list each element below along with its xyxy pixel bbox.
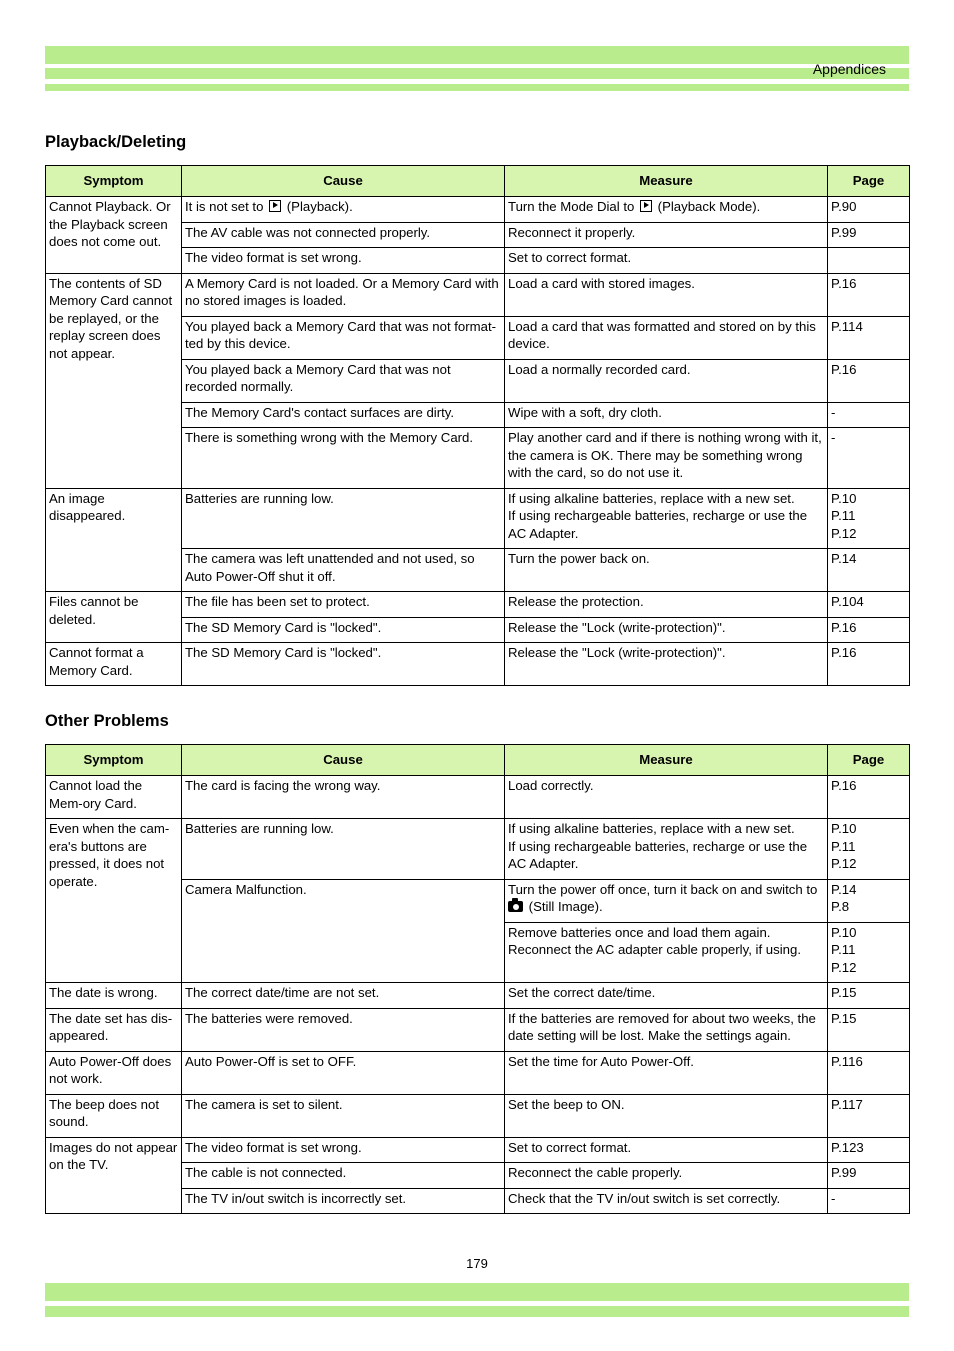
symptom-cell: Cannot format a Memory Card.	[46, 643, 182, 686]
cause-cell: The cable is not connected.	[182, 1163, 505, 1189]
playback-icon	[269, 200, 281, 212]
page-cell: P.16	[828, 273, 910, 316]
measure-cell: Set to correct format.	[505, 1137, 828, 1163]
measure-cell: Wipe with a soft, dry cloth.	[505, 402, 828, 428]
other-problems-table	[45, 744, 910, 1214]
cause-cell: Camera Malfunction.	[182, 879, 505, 983]
page-cell: P.123	[828, 1137, 910, 1163]
page-cell: -	[828, 402, 910, 428]
cause-cell: The Memory Card's contact surfaces are dirty.	[182, 402, 505, 428]
measure-cell	[505, 197, 828, 223]
table-row	[46, 273, 910, 316]
measure-cell: If using alkaline batteries, replace with a new set. If using rechargeable batteries, recharge or use the AC Adapter.	[505, 488, 828, 549]
page-number: 179	[466, 1256, 488, 1271]
playback-section-title: Playback/Deleting	[45, 133, 187, 151]
measure-cell: Load a card with stored images.	[505, 273, 828, 316]
cause-cell: The SD Memory Card is "locked".	[182, 617, 505, 643]
cause-text: (Playback).	[286, 199, 353, 214]
cause-cell: The card is facing the wrong way.	[182, 776, 505, 819]
column-header-cause: Cause	[182, 166, 505, 197]
header-band-bottom	[45, 84, 909, 91]
page-cell: P.14 P.8	[828, 879, 910, 922]
cause-cell: You played back a Memory Card that was not recorded normally.	[182, 359, 505, 402]
page-cell: P.10 P.11 P.12	[828, 488, 910, 549]
page-cell: P.16	[828, 359, 910, 402]
table-row	[46, 819, 910, 880]
column-header-page: Page	[828, 745, 910, 776]
measure-cell: Load a card that was formatted and stored on by this device.	[505, 316, 828, 359]
page-cell: P.99	[828, 222, 910, 248]
table-row	[46, 197, 910, 223]
cause-cell: The video format is set wrong.	[182, 248, 505, 274]
column-header-cause: Cause	[182, 745, 505, 776]
page-cell	[828, 248, 910, 274]
page-cell: P.117	[828, 1094, 910, 1137]
measure-cell: Release the protection.	[505, 592, 828, 618]
measure-cell: Set the time for Auto Power-Off.	[505, 1051, 828, 1094]
page-cell: P.99	[828, 1163, 910, 1189]
cause-cell: Batteries are running low.	[182, 488, 505, 549]
measure-text: Turn the Mode Dial to	[508, 199, 635, 214]
symptom-cell: Cannot load the Mem-ory Card.	[46, 776, 182, 819]
symptom-cell: The beep does not sound.	[46, 1094, 182, 1137]
column-header-measure: Measure	[505, 166, 828, 197]
symptom-cell: The contents of SD Memory Card cannot be replayed, or the replay screen does not appear.	[46, 273, 182, 488]
measure-cell: If the batteries are removed for about two weeks, the date setting will be lost. Make the settings again.	[505, 1008, 828, 1051]
column-header-symptom: Symptom	[46, 166, 182, 197]
measure-cell: Set the correct date/time.	[505, 983, 828, 1009]
cause-cell: You played back a Memory Card that was not format-ted by this device.	[182, 316, 505, 359]
cause-text: It is not set to	[185, 199, 264, 214]
cause-cell: The TV in/out switch is incorrectly set.	[182, 1188, 505, 1214]
measure-cell: Release the "Lock (write-protection)".	[505, 643, 828, 686]
page-cell: P.15	[828, 983, 910, 1009]
playback-icon	[640, 200, 652, 212]
symptom-cell: Images do not appear on the TV.	[46, 1137, 182, 1214]
page-cell: P.16	[828, 617, 910, 643]
page-cell: P.16	[828, 776, 910, 819]
page-cell: P.10 P.11 P.12	[828, 922, 910, 983]
measure-cell: Turn the power back on.	[505, 549, 828, 592]
measure-cell: Release the "Lock (write-protection)".	[505, 617, 828, 643]
cause-cell: A Memory Card is not loaded. Or a Memory Card with no stored images is loaded.	[182, 273, 505, 316]
section-label: Appendices	[812, 61, 886, 77]
table-row	[46, 1094, 910, 1137]
cause-cell: The file has been set to protect.	[182, 592, 505, 618]
table-header-row	[46, 166, 910, 197]
page-cell: P.14	[828, 549, 910, 592]
measure-cell	[505, 879, 828, 922]
measure-text: Turn the power off once, turn it back on and switch to	[508, 881, 818, 897]
measure-cell: Set to correct format.	[505, 248, 828, 274]
page-cell: P.10 P.11 P.12	[828, 819, 910, 880]
measure-cell: Reconnect the cable properly.	[505, 1163, 828, 1189]
page-cell: P.16	[828, 643, 910, 686]
column-header-symptom: Symptom	[46, 745, 182, 776]
playback-table	[45, 165, 910, 686]
table-header-row	[46, 745, 910, 776]
measure-cell: Check that the TV in/out switch is set correctly.	[505, 1188, 828, 1214]
table-row	[46, 776, 910, 819]
cause-cell: The SD Memory Card is "locked".	[182, 643, 505, 686]
column-header-page: Page	[828, 166, 910, 197]
symptom-cell: An image disappeared.	[46, 488, 182, 592]
measure-text: (Still Image).	[528, 899, 603, 914]
page-cell: P.104	[828, 592, 910, 618]
header-band-top	[45, 46, 909, 64]
measure-cell: If using alkaline batteries, replace with a new set. If using rechargeable batteries, recharge or use the AC Adapter.	[505, 819, 828, 880]
footer-band-bottom	[45, 1306, 909, 1317]
page-cell: -	[828, 428, 910, 489]
measure-cell: Remove batteries once and load them again. Reconnect the AC adapter cable properly, if using.	[505, 922, 828, 983]
measure-cell: Load a normally recorded card.	[505, 359, 828, 402]
symptom-cell: The date set has dis-appeared.	[46, 1008, 182, 1051]
camera-icon	[508, 901, 523, 912]
page-cell: P.90	[828, 197, 910, 223]
symptom-cell: Cannot Playback. Or the Playback screen does not come out.	[46, 197, 182, 274]
table-row	[46, 1051, 910, 1094]
cause-cell: The AV cable was not connected properly.	[182, 222, 505, 248]
cause-cell: The camera is set to silent.	[182, 1094, 505, 1137]
cause-cell: Auto Power-Off is set to OFF.	[182, 1051, 505, 1094]
table-row	[46, 983, 910, 1009]
cause-cell: Batteries are running low.	[182, 819, 505, 880]
symptom-cell: Files cannot be deleted.	[46, 592, 182, 643]
page-cell: P.116	[828, 1051, 910, 1094]
table-row	[46, 488, 910, 549]
cause-cell: The batteries were removed.	[182, 1008, 505, 1051]
footer-band-top	[45, 1283, 909, 1301]
symptom-cell: Even when the cam-era's buttons are pressed, it does not operate.	[46, 819, 182, 983]
cause-cell: There is something wrong with the Memory Card.	[182, 428, 505, 489]
page-cell: P.114	[828, 316, 910, 359]
measure-cell: Reconnect it properly.	[505, 222, 828, 248]
cause-cell: The correct date/time are not set.	[182, 983, 505, 1009]
column-header-measure: Measure	[505, 745, 828, 776]
cause-cell: The camera was left unattended and not used, so Auto Power-Off shut it off.	[182, 549, 505, 592]
cause-cell: The video format is set wrong.	[182, 1137, 505, 1163]
measure-cell: Load correctly.	[505, 776, 828, 819]
cause-cell	[182, 197, 505, 223]
measure-cell: Set the beep to ON.	[505, 1094, 828, 1137]
measure-cell: Play another card and if there is nothing wrong with it, the camera is OK. There may be something wrong with the card, so do not use it.	[505, 428, 828, 489]
other-problems-section-title: Other Problems	[45, 712, 169, 730]
measure-text: (Playback Mode).	[657, 199, 761, 214]
table-row	[46, 643, 910, 686]
symptom-cell: The date is wrong.	[46, 983, 182, 1009]
table-row	[46, 1137, 910, 1163]
page-cell: -	[828, 1188, 910, 1214]
symptom-cell: Auto Power-Off does not work.	[46, 1051, 182, 1094]
page-cell: P.15	[828, 1008, 910, 1051]
table-row	[46, 1008, 910, 1051]
header-band-middle	[45, 68, 909, 79]
table-row	[46, 592, 910, 618]
